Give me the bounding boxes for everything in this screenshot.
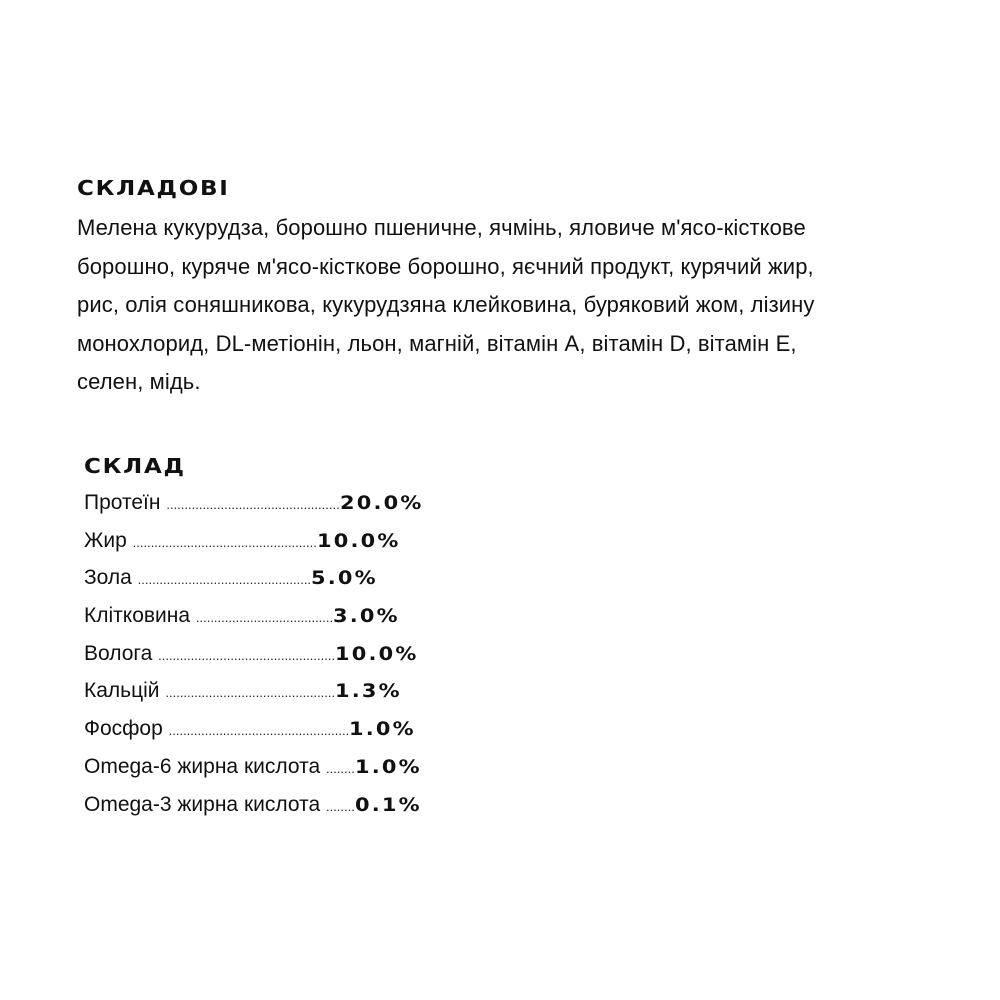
nutrient-value: 10.0% — [335, 642, 419, 665]
composition-row-fat — [84, 522, 416, 560]
nutrient-value: 1.0% — [349, 718, 416, 741]
ingredients-line: селен, мідь. — [77, 369, 201, 394]
dot-leader: ................................................... — [132, 534, 317, 550]
dot-leader: ...................................... — [195, 610, 334, 626]
nutrient-value: 3.0% — [333, 605, 400, 628]
nutrient-label: Фосфор — [84, 717, 169, 741]
nutrient-label: Кальцій — [84, 679, 166, 703]
composition-row-fiber — [84, 597, 416, 635]
dot-leader: ................................................ — [137, 572, 312, 588]
composition-heading: СКЛАД — [84, 454, 186, 478]
composition-row-ash — [84, 559, 416, 597]
ingredients-line: борошно, куряче м'ясо-кісткове борошно, яєчний продукт, курячий жир, — [77, 253, 814, 279]
composition-row-calcium — [84, 672, 416, 710]
nutrient-label: Omega-6 жирна кислота — [84, 754, 326, 778]
dot-leader: ........ — [325, 798, 355, 814]
nutrient-value: 0.1% — [354, 793, 422, 816]
composition-list — [84, 484, 424, 823]
dot-leader: ........ — [325, 760, 355, 776]
composition-row-phosphorus — [84, 710, 416, 748]
nutrient-label: Протеїн — [84, 491, 167, 514]
nutrient-value: 1.0% — [354, 755, 422, 778]
nutrient-value: 1.3% — [335, 680, 402, 703]
composition-row-protein — [84, 484, 424, 522]
dot-leader: ................................................ — [166, 497, 340, 512]
dot-leader: ................................................. — [158, 647, 336, 663]
ingredients-text — [77, 209, 937, 402]
ingredients-heading: СКЛАДОВІ — [77, 176, 230, 200]
ingredients-line: Мелена кукурудза, борошно пшеничне, ячмінь, яловиче м'ясо-кісткове — [77, 215, 806, 240]
composition-row-omega-3 — [84, 786, 422, 824]
nutrient-label: Omega-3 жирна кислота — [84, 792, 326, 816]
nutrient-label: Зола — [84, 566, 138, 590]
dot-leader: ............................................... — [165, 685, 336, 701]
nutrient-label: Клітковина — [84, 604, 196, 628]
nutrient-label: Жир — [84, 528, 133, 552]
composition-row-moisture — [84, 635, 419, 673]
ingredients-line: рис, олія соняшникова, кукурудзяна клейковина, буряковий жом, лізину — [77, 292, 815, 317]
nutrient-label: Волога — [84, 641, 159, 665]
nutrient-value: 5.0% — [311, 567, 378, 590]
ingredients-line: монохлорид, DL-метіонін, льон, магній, вітамін А, вітамін D, вітамін Е, — [77, 330, 797, 356]
nutrient-value: 20.0% — [339, 492, 424, 514]
composition-row-omega-6 — [84, 748, 422, 786]
nutrient-value: 10.0% — [316, 529, 401, 552]
dot-leader: .................................................. — [168, 723, 350, 739]
